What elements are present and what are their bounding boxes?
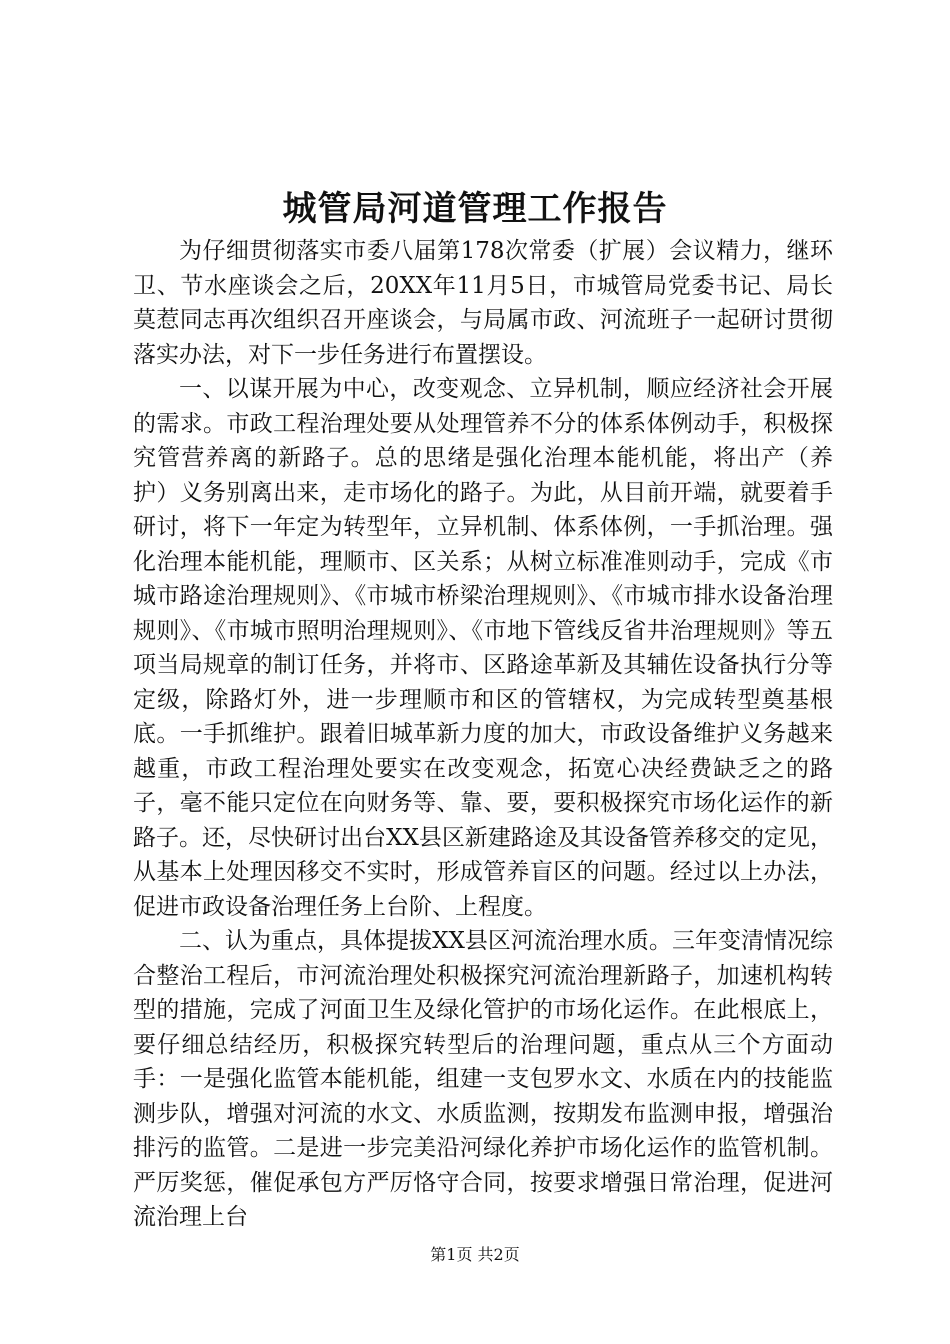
document-body	[133, 234, 833, 1235]
paragraph-section-two: 二、认为重点，具体提拔XX县区河流治理水质。三年变清情况综合整治工程后，市河流治理处积极探究河流治理新路子，加速机构转型的措施，完成了河面卫生及绿化管护的市场化运作。在此根底上，要仔细总结经历，积极探究转型后的治理问题，重点从三个方面动手：一是强化监管本能机能，组建一支包罗水文、水质在内的技能监测步队，增强对河流的水文、水质监测，按期发布监测申报，增强治排污的监管。二是进一步完美沿河绿化养护市场化运作的监管机制。严厉奖惩，催促承包方严厉恪守合同，按要求增强日常治理，促进河流治理上台	[133, 928, 833, 1230]
paragraph-intro: 为仔细贯彻落实市委八届第178次常委（扩展）会议精力，继环卫、节水座谈会之后，20XX年11月5日，市城管局党委书记、局长莫惹同志再次组织召开座谈会，与局属市政、河流班子一起研讨贯彻落实办法，对下一步任务进行布置摆设。	[133, 238, 833, 368]
paragraph-section-one: 一、以谋开展为中心，改变观念、立异机制，顺应经济社会开展的需求。市政工程治理处要从处理管养不分的体系体例动手，积极探究管营养离的新路子。总的思绪是强化治理本能机能，将出产（养护）义务别离出来，走市场化的路子。为此，从目前开端，就要着手研讨，将下一年定为转型年，立异机制、体系体例，一手抓治理。强化治理本能机能，理顺市、区关系；从树立标准准则动手，完成《市城市路途治理规则》、《市城市桥梁治理规则》、《市城市排水设备治理规则》、《市城市照明治理规则》、《市地下管线反省井治理规则》等五项当局规章的制订任务，并将市、区路途革新及其辅佐设备执行分等定级，除路灯外，进一步理顺市和区的管辖权，为完成转型奠基根底。一手抓维护。跟着旧城革新力度的加大，市政设备维护义务越来越重，市政工程治理处要实在改变观念，拓宽心决经费缺乏之的路子，毫不能只定位在向财务等、靠、要，要积极探究市场化运作的新路子。还，尽快研讨出台XX县区新建路途及其设备管养移交的定见，从基本上处理因移交不实时，形成管养盲区的问题。经过以上办法，促进市政设备治理任务上台阶、上程度。	[133, 376, 833, 920]
page-number-footer: 第1页 共2页	[430, 1245, 520, 1264]
document-title: 城管局河道管理工作报告	[282, 189, 668, 229]
